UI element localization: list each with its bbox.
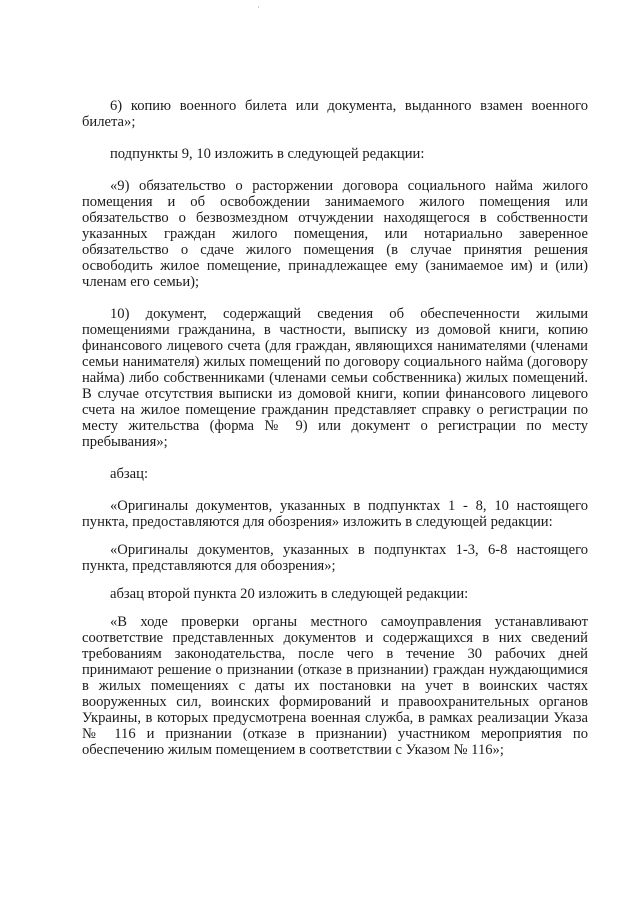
document-body xyxy=(82,98,588,774)
paragraph-subpoints-9-10: подпункты 9, 10 изложить в следующей редакции: xyxy=(110,146,425,162)
paragraph-item-10: 10) документ, содержащий сведения об обеспеченности жилыми помещениями гражданина, в частности, выписку из домовой книги, копию финансового лицевого счета (для граждан, являющихся нанимателями (членами семьи нанимателя) жилых помещений по договору социального найма (договору найма) либо собственниками (членами семьи собственника) жилых помещений. В случае отсутствия выписки из домовой книги, копии финансового лицевого счета на жилое помещение гражданин представляет справку о регистрации по месту жительства (форма № 9) или документ о регистрации по месту пребывания»; xyxy=(82,306,588,450)
paragraph-item-6: 6) копию военного билета или документа, выданного взамен военного билета»; xyxy=(82,98,588,130)
paragraph-verification: «В ходе проверки органы местного самоуправления устанавливают соответствие представленных документов и содержащихся в них сведений требованиям законодательства, после чего в течение 30 рабочих дней принимают решение о признании (отказе в признании) граждан нуждающимися в жилых помещениях с даты их постановки на учет в воинских частях вооруженных сил, воинских формирований и правоохранительных органов Украины, в которых предусмотрена военная служба, в рамках реализации Указа № 116 и признании (отказе в признании) участником мероприятия по обеспечению жилым помещением в соответствии с Указом № 116»; xyxy=(82,614,588,758)
scan-mark xyxy=(258,6,259,8)
paragraph-item-9: «9) обязательство о расторжении договора социального найма жилого помещения и об освобождении занимаемого жилого помещения или обязательство о безвозмездном отчуждении находящегося в собственности указанных граждан жилого помещения, или нотариально заверенное обязательство о сдаче жилого помещения (в случае принятия решения освободить жилое помещение, принадлежащее ему (занимаемое им) и (или) членам его семьи); xyxy=(82,178,588,290)
paragraph-originals-new: «Оригиналы документов, указанных в подпунктах 1-3, 6-8 настоящего пункта, представляются для обозрения»; xyxy=(82,542,588,574)
paragraph-originals-old: «Оригиналы документов, указанных в подпунктах 1 - 8, 10 настоящего пункта, предоставляются для обозрения» изложить в следующей редакции: xyxy=(82,498,588,530)
paragraph-abzac: абзац: xyxy=(110,466,149,482)
paragraph-point-20: абзац второй пункта 20 изложить в следующей редакции: xyxy=(110,586,469,602)
